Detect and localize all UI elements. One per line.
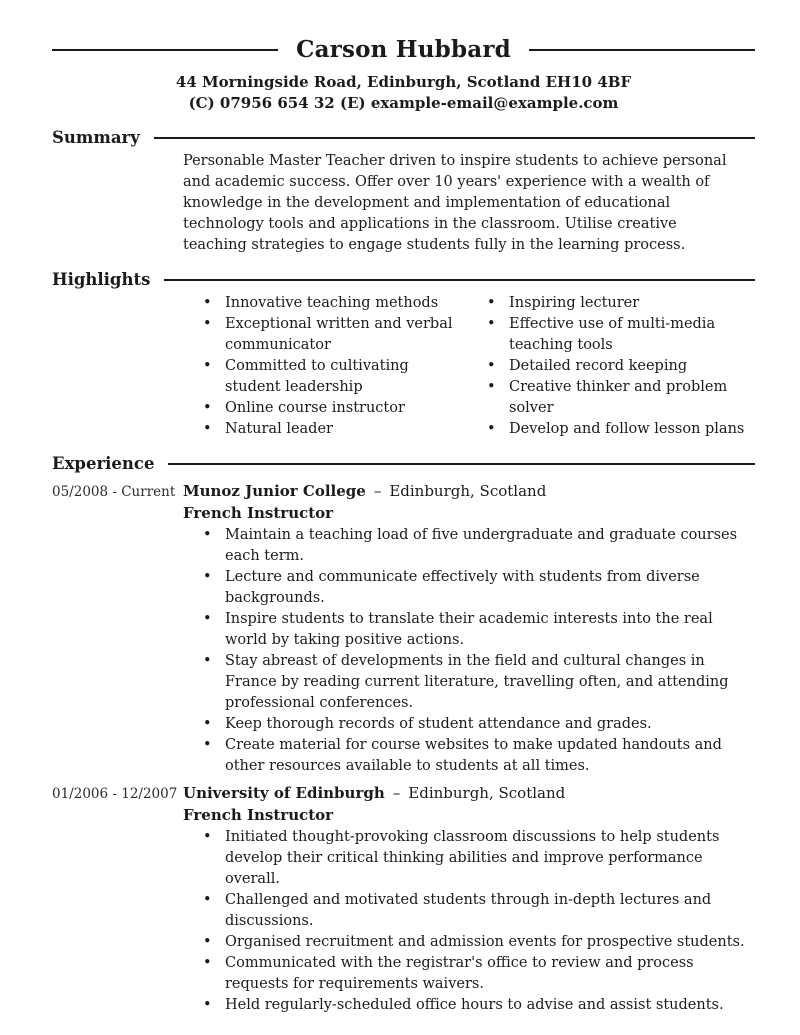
experience-section-header — [52, 453, 755, 475]
job-bullet: • Stay abreast of developments in the field and cultural changes in France by reading current literature, travelling often, and attending professional conferences. — [183, 651, 755, 714]
summary-section-rule — [154, 137, 755, 139]
job-bullet: • Keep thorough records of student attendance and grades. — [183, 714, 755, 735]
job-dash: – — [392, 784, 401, 802]
job-dates: 01/2006 - 12/2007 — [52, 786, 178, 802]
summary-section-header — [52, 127, 755, 149]
job-employer: University of Edinburgh — [183, 784, 385, 802]
job-bullet: • Inspire students to translate their academic interests into the real world by taking positive actions. — [183, 609, 755, 651]
job-main — [183, 480, 755, 777]
job-header-line — [183, 480, 755, 502]
job-bullet: • Lecture and communicate effectively with students from diverse backgrounds. — [183, 567, 755, 609]
job-bullet: • Initiated thought-provoking classroom discussions to help students develop their critical thinking abilities and improve performance overall. — [183, 827, 755, 890]
job-bullet: • Communicated with the registrar's office to review and process requests for requirements waivers. — [183, 953, 755, 995]
highlight-item: • Natural leader — [183, 419, 467, 440]
highlights-body — [183, 291, 755, 440]
highlight-item: • Committed to cultivating student leadership — [183, 356, 467, 398]
job-main — [183, 782, 755, 1016]
highlights-section-rule — [164, 279, 755, 281]
job-dash: – — [373, 482, 382, 500]
job-title: French Instructor — [183, 504, 334, 522]
job-bullet: • Challenged and motivated students through in-depth lectures and discussions. — [183, 890, 755, 932]
job-employer: Munoz Junior College — [183, 482, 366, 500]
job-location: Edinburgh, Scotland — [408, 784, 566, 802]
experience-section-rule — [168, 463, 755, 465]
section-heading-summary: Summary — [52, 128, 140, 147]
header-rule-right — [529, 49, 755, 51]
section-heading-experience: Experience — [52, 454, 155, 473]
highlights-column-left — [183, 291, 467, 440]
contact-line: (C) 07956 654 32 (E) example-email@example.com — [188, 94, 619, 112]
job-entry — [52, 480, 755, 777]
job-bullet: • Held regularly-scheduled office hours to advise and assist students. — [183, 995, 755, 1016]
highlights-list-left — [183, 293, 467, 440]
highlight-item: • Develop and follow lesson plans — [467, 419, 755, 440]
job-bullet-list — [183, 827, 755, 1016]
highlight-item: • Online course instructor — [183, 398, 467, 419]
job-title: French Instructor — [183, 806, 334, 824]
job-dates: 05/2008 - Current — [52, 484, 176, 500]
summary-body — [183, 151, 755, 256]
job-bullet: • Create material for course websites to make updated handouts and other resources available to students at all times. — [183, 735, 755, 777]
section-heading-highlights: Highlights — [52, 270, 151, 289]
highlights-list-right — [467, 293, 755, 440]
highlight-item: • Effective use of multi-media teaching tools — [467, 314, 755, 356]
candidate-name: Carson Hubbard — [296, 36, 511, 63]
job-bullet: • Organised recruitment and admission events for prospective students. — [183, 932, 755, 953]
summary-section — [52, 127, 755, 256]
job-header-line — [183, 782, 755, 804]
summary-text: Personable Master Teacher driven to inspire students to achieve personal and academic success. Offer over 10 years' experience with a wealth of knowledge in the development and implementation of educational technology tools and applications in the classroom. Utilise creative teaching strategies to engage students fully in the learning process. — [183, 153, 727, 253]
highlight-item: • Creative thinker and problem solver — [467, 377, 755, 419]
highlight-item: • Exceptional written and verbal communicator — [183, 314, 467, 356]
highlight-item: • Inspiring lecturer — [467, 293, 755, 314]
job-entry — [52, 782, 755, 1016]
resume-header — [52, 36, 755, 114]
header-rule-left — [52, 49, 278, 51]
highlights-section-header — [52, 269, 755, 291]
job-bullet: • Maintain a teaching load of five undergraduate and graduate courses each term. — [183, 525, 755, 567]
address-line: 44 Morningside Road, Edinburgh, Scotland EH10 4BF — [175, 73, 632, 91]
name-row — [52, 36, 755, 64]
highlights-column-right — [467, 291, 755, 440]
experience-section — [52, 453, 755, 1016]
highlight-item: • Detailed record keeping — [467, 356, 755, 377]
job-location: Edinburgh, Scotland — [389, 482, 547, 500]
job-bullet-list — [183, 525, 755, 777]
highlights-section — [52, 269, 755, 440]
highlight-item: • Innovative teaching methods — [183, 293, 467, 314]
